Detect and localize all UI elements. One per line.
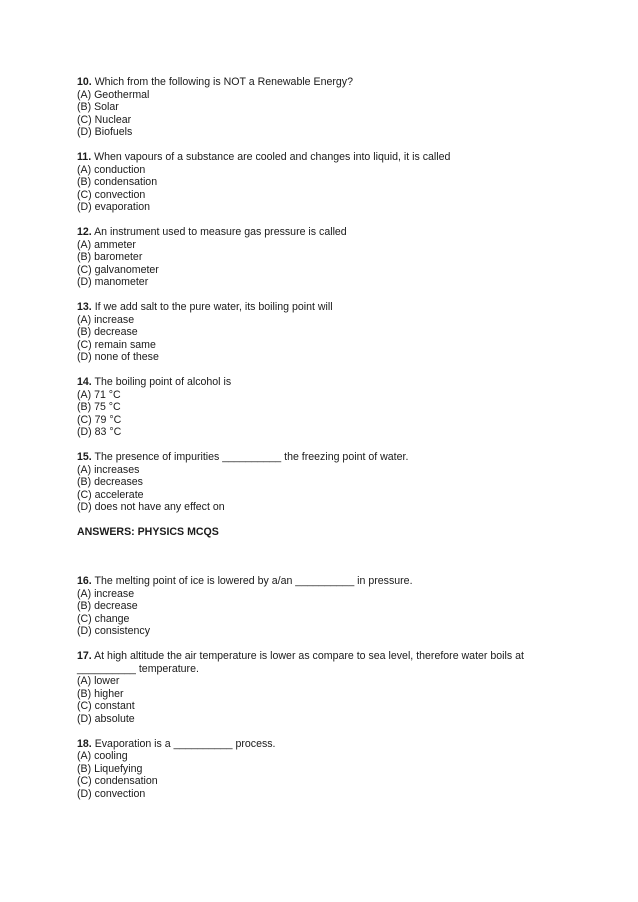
question-number: 18. xyxy=(77,737,92,750)
question-line xyxy=(77,376,557,389)
question-line xyxy=(77,738,557,751)
option: (B) decreases xyxy=(77,476,143,488)
question-number: 10. xyxy=(77,76,92,88)
option: (C) galvanometer xyxy=(77,263,159,276)
question-text: Evaporation is a __________ process. xyxy=(94,737,276,750)
question-number: 12. xyxy=(77,226,92,238)
option: (C) convection xyxy=(77,188,146,201)
mcq-content xyxy=(77,76,557,813)
question-text: When vapours of a substance are cooled and changes into liquid, it is called xyxy=(94,151,451,163)
question-block xyxy=(77,76,557,139)
option: (B) barometer xyxy=(77,251,143,263)
option: (A) conduction xyxy=(77,163,146,176)
option: (D) consistency xyxy=(77,625,150,637)
question-text: If we add salt to the pure water, its boiling point will xyxy=(94,301,333,313)
option: (A) 71 °C xyxy=(77,388,121,401)
question-number: 17. xyxy=(77,650,92,662)
question-line xyxy=(77,226,557,239)
option: (D) manometer xyxy=(77,276,149,288)
question-block xyxy=(77,738,557,801)
option: (D) none of these xyxy=(77,351,159,363)
question-number: 15. xyxy=(77,451,92,463)
question-block xyxy=(77,376,557,439)
option: (A) increase xyxy=(77,313,135,326)
question-line xyxy=(77,650,557,663)
answers-heading: ANSWERS: PHYSICS MCQS xyxy=(77,526,219,538)
option: (A) increase xyxy=(77,587,135,600)
option: (C) Nuclear xyxy=(77,113,132,126)
option: (B) Liquefying xyxy=(77,762,143,775)
option: (A) Geothermal xyxy=(77,88,150,101)
option: (B) Solar xyxy=(77,101,119,113)
question-block xyxy=(77,151,557,214)
option: (C) accelerate xyxy=(77,488,144,501)
question-block xyxy=(77,301,557,364)
option: (D) evaporation xyxy=(77,201,151,213)
option: (D) convection xyxy=(77,787,146,800)
option: (A) cooling xyxy=(77,750,128,762)
option: (C) 79 °C xyxy=(77,413,122,426)
option: (C) remain same xyxy=(77,338,156,351)
question-block xyxy=(77,575,557,638)
question-number: 13. xyxy=(77,301,92,313)
option: (A) lower xyxy=(77,675,120,687)
option: (D) does not have any effect on xyxy=(77,501,225,513)
question-text: An instrument used to measure gas pressure is called xyxy=(94,226,347,238)
question-line xyxy=(77,151,557,164)
option: (B) condensation xyxy=(77,176,158,188)
option: (C) change xyxy=(77,612,130,625)
question-text: At high altitude the air temperature is lower as compare to sea level, therefore water boils at xyxy=(94,650,524,662)
question-text: Which from the following is NOT a Renewable Energy? xyxy=(94,76,353,88)
option: (D) 83 °C xyxy=(77,426,122,438)
question-text: The presence of impurities __________ the freezing point of water. xyxy=(94,451,409,463)
option: (B) 75 °C xyxy=(77,401,121,413)
question-number: 11. xyxy=(77,151,92,163)
option: (B) decrease xyxy=(77,600,138,612)
option: (D) absolute xyxy=(77,712,135,725)
option: (C) constant xyxy=(77,700,135,712)
question-text: The boiling point of alcohol is xyxy=(94,376,232,388)
question-number: 16. xyxy=(77,575,92,587)
question-line xyxy=(77,575,557,588)
question-block xyxy=(77,226,557,289)
option: (B) decrease xyxy=(77,326,138,338)
question-text-continued: __________ temperature. xyxy=(77,662,199,675)
option: (C) condensation xyxy=(77,775,158,787)
question-text: The melting point of ice is lowered by a/an __________ in pressure. xyxy=(94,575,413,587)
option: (A) ammeter xyxy=(77,238,136,251)
question-line xyxy=(77,301,557,314)
question-block xyxy=(77,650,557,725)
question-number: 14. xyxy=(77,376,92,388)
option: (B) higher xyxy=(77,687,124,700)
question-block xyxy=(77,451,557,514)
question-line xyxy=(77,451,557,464)
option: (D) Biofuels xyxy=(77,126,133,138)
question-line xyxy=(77,76,557,89)
option: (A) increases xyxy=(77,463,140,476)
